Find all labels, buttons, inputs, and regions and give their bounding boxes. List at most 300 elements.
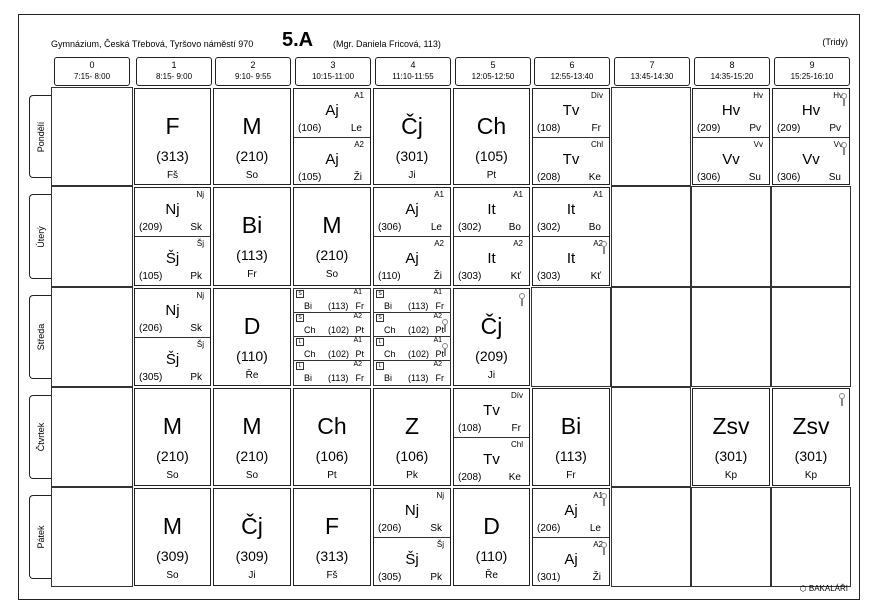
teacher: Bo bbox=[508, 222, 521, 233]
room: (102) bbox=[328, 349, 350, 359]
room: (113) bbox=[408, 373, 429, 383]
week-letter: L bbox=[296, 362, 304, 370]
teacher: Ke bbox=[508, 472, 521, 483]
subject: Ch bbox=[317, 413, 347, 439]
teacher: Fr bbox=[566, 470, 576, 481]
group-label: A2 bbox=[513, 239, 523, 248]
lesson-cell[interactable] bbox=[213, 488, 291, 586]
period-time: 14:35-15:20 bbox=[710, 72, 754, 81]
lesson-cell[interactable] bbox=[453, 88, 530, 185]
room: (102) bbox=[408, 349, 430, 359]
teacher: Kť bbox=[510, 271, 521, 282]
split-lesson[interactable] bbox=[294, 289, 370, 313]
teacher: So bbox=[166, 470, 179, 481]
key-icon bbox=[519, 293, 525, 306]
lesson-cell[interactable] bbox=[532, 388, 610, 486]
group-label: Šj bbox=[196, 239, 204, 248]
subject: Bi bbox=[304, 373, 313, 383]
group-label: A1 bbox=[434, 190, 444, 199]
teacher: Pk bbox=[406, 470, 418, 481]
subject: Čj bbox=[480, 313, 503, 339]
room: (106) bbox=[315, 448, 349, 464]
teacher: Pt bbox=[355, 349, 364, 359]
lesson-cell[interactable] bbox=[213, 388, 291, 486]
empty-slot bbox=[771, 287, 851, 387]
teacher: Fš bbox=[166, 170, 179, 181]
empty-slot bbox=[531, 287, 611, 387]
teacher: Fr bbox=[511, 423, 521, 434]
group-lesson[interactable] bbox=[533, 188, 609, 237]
teacher: Le bbox=[589, 523, 601, 534]
teacher: So bbox=[166, 570, 179, 581]
teacher: Kp bbox=[804, 470, 818, 481]
teacher: Ži bbox=[353, 172, 362, 183]
teacher: So bbox=[245, 170, 259, 181]
group-label: A1 bbox=[513, 190, 523, 199]
subject: Hv bbox=[721, 102, 741, 119]
room: (113) bbox=[236, 247, 268, 263]
group-label: Vv bbox=[753, 140, 763, 149]
lesson-cell[interactable] bbox=[134, 187, 211, 286]
subject: Bi bbox=[241, 212, 263, 238]
room: (108) bbox=[537, 123, 561, 134]
teacher: Fr bbox=[435, 373, 444, 383]
room: (301) bbox=[537, 572, 561, 583]
group-lesson[interactable] bbox=[374, 538, 450, 585]
group-label: A2 bbox=[593, 239, 603, 248]
room: (301) bbox=[395, 148, 429, 164]
room: (113) bbox=[328, 373, 349, 383]
split-lesson[interactable] bbox=[374, 289, 450, 313]
period-time: 12:05-12:50 bbox=[471, 72, 515, 81]
logo-text: BAKALÁŘI bbox=[808, 584, 848, 593]
lesson-cell[interactable] bbox=[453, 388, 530, 486]
room: (110) bbox=[475, 548, 508, 564]
subject: F bbox=[324, 513, 340, 539]
teacher: Fr bbox=[435, 301, 444, 311]
period-number: 9 bbox=[809, 60, 815, 70]
group-lesson[interactable] bbox=[454, 188, 529, 237]
lesson-cell[interactable] bbox=[373, 88, 451, 185]
subject: Bi bbox=[384, 373, 393, 383]
empty-slot bbox=[51, 387, 133, 487]
day-tab-4 bbox=[29, 495, 51, 579]
subject: Čj bbox=[401, 113, 423, 139]
teacher: Pk bbox=[190, 372, 202, 383]
period-time: 10:15-11:00 bbox=[311, 72, 355, 81]
period-header-9 bbox=[774, 57, 850, 86]
subject: Aj bbox=[325, 151, 339, 168]
group-label: Chl bbox=[590, 140, 603, 149]
teacher: So bbox=[325, 269, 339, 280]
lesson-cell[interactable] bbox=[293, 288, 371, 386]
subject: M bbox=[322, 212, 342, 238]
teacher: Su bbox=[748, 172, 761, 183]
group-lesson[interactable] bbox=[294, 89, 370, 138]
group-label: Hv bbox=[753, 91, 763, 100]
week-letter: S bbox=[296, 314, 304, 322]
room: (303) bbox=[537, 271, 561, 282]
group-label: A1 bbox=[353, 337, 362, 344]
lesson-cell[interactable] bbox=[134, 388, 211, 486]
teacher: Ře bbox=[485, 570, 498, 581]
key-icon bbox=[442, 343, 448, 356]
period-header-8 bbox=[694, 57, 770, 86]
period-number: 6 bbox=[569, 60, 575, 70]
split-lesson[interactable] bbox=[294, 313, 370, 337]
lesson-cell[interactable] bbox=[453, 187, 530, 286]
subject: Ch bbox=[304, 325, 316, 335]
subject: Tv bbox=[483, 402, 500, 419]
day-label: Pátek bbox=[35, 525, 46, 549]
class-title: 5.A bbox=[282, 29, 314, 51]
school-name: Gymnázium, Česká Třebová, Tyršovo náměstí 970 bbox=[51, 39, 254, 49]
group-label: Šj bbox=[196, 340, 204, 349]
teacher: Sk bbox=[190, 222, 202, 233]
room: (305) bbox=[378, 572, 402, 583]
subject: Ch bbox=[384, 325, 396, 335]
key-icon bbox=[442, 319, 448, 332]
room: (313) bbox=[315, 548, 349, 564]
subject: Bi bbox=[304, 301, 313, 311]
lesson-cell[interactable] bbox=[373, 388, 451, 486]
group-label: Dív bbox=[591, 91, 603, 100]
subject: D bbox=[483, 513, 500, 539]
group-lesson[interactable] bbox=[533, 89, 609, 138]
room: (102) bbox=[328, 325, 350, 335]
room: (210) bbox=[156, 448, 189, 464]
empty-slot bbox=[611, 87, 691, 186]
group-lesson[interactable] bbox=[135, 237, 210, 285]
room: (208) bbox=[537, 172, 561, 183]
empty-slot bbox=[51, 87, 133, 186]
group-label: Vv bbox=[833, 140, 843, 149]
teacher: Pt bbox=[355, 325, 364, 335]
room: (302) bbox=[458, 222, 482, 233]
lesson-cell[interactable] bbox=[532, 88, 610, 185]
key-icon bbox=[601, 241, 607, 254]
group-lesson[interactable] bbox=[773, 138, 849, 184]
teacher: Ži bbox=[592, 572, 601, 583]
lesson-cell[interactable] bbox=[373, 488, 451, 586]
subject: M bbox=[242, 113, 262, 139]
period-number: 2 bbox=[250, 60, 256, 70]
subject: Aj bbox=[325, 102, 339, 119]
lesson-cell[interactable] bbox=[293, 187, 371, 286]
day-tab-1 bbox=[29, 194, 51, 279]
group-lesson[interactable] bbox=[135, 289, 210, 338]
class-teacher: (Mgr. Daniela Fricová, 113) bbox=[333, 39, 441, 49]
teacher: Su bbox=[828, 172, 841, 183]
subject: Tv bbox=[483, 451, 500, 468]
teacher: Ži bbox=[433, 271, 442, 282]
lesson-cell[interactable] bbox=[532, 187, 610, 286]
lesson-cell[interactable] bbox=[293, 88, 371, 185]
room: (301) bbox=[794, 448, 828, 464]
group-lesson[interactable] bbox=[454, 438, 529, 485]
group-lesson[interactable] bbox=[374, 237, 450, 285]
room: (105) bbox=[139, 271, 163, 282]
room: (206) bbox=[537, 523, 561, 534]
group-label: Nj bbox=[196, 190, 204, 199]
subject: It bbox=[487, 250, 496, 267]
subject: M bbox=[162, 413, 183, 439]
group-lesson[interactable] bbox=[294, 138, 370, 184]
week-letter: L bbox=[376, 338, 384, 346]
empty-slot bbox=[691, 487, 771, 587]
subject: It bbox=[566, 201, 576, 218]
group-label: Nj bbox=[196, 291, 204, 300]
period-number: 0 bbox=[89, 60, 95, 70]
lesson-cell[interactable] bbox=[293, 388, 371, 486]
room: (113) bbox=[555, 448, 587, 464]
period-number: 8 bbox=[729, 60, 735, 70]
empty-slot bbox=[691, 186, 771, 287]
period-time: 7:15- 8:00 bbox=[73, 72, 111, 81]
period-header-5 bbox=[455, 57, 531, 86]
group-label: Dív bbox=[511, 391, 523, 400]
period-header-4 bbox=[375, 57, 451, 86]
room: (208) bbox=[458, 472, 482, 483]
subject: Bi bbox=[384, 301, 393, 311]
subject: It bbox=[487, 201, 496, 218]
period-time: 11:10-11:55 bbox=[392, 72, 434, 81]
subject: Tv bbox=[562, 151, 580, 168]
subject: Zsv bbox=[712, 413, 750, 439]
teacher: Sk bbox=[430, 523, 442, 534]
room: (209) bbox=[777, 123, 801, 134]
period-number: 1 bbox=[171, 60, 177, 70]
split-lesson[interactable] bbox=[294, 337, 370, 361]
group-lesson[interactable] bbox=[533, 237, 609, 285]
group-label: Chl bbox=[510, 440, 523, 449]
subject: F bbox=[165, 113, 180, 139]
period-time: 12:55-13:40 bbox=[550, 72, 594, 81]
lesson-cell[interactable] bbox=[532, 488, 610, 586]
week-letter: L bbox=[376, 362, 384, 370]
lesson-cell[interactable] bbox=[213, 88, 291, 185]
empty-slot bbox=[611, 186, 691, 287]
group-label: Hv bbox=[833, 91, 843, 100]
empty-slot bbox=[611, 287, 691, 387]
split-lesson[interactable] bbox=[374, 313, 450, 337]
lesson-cell[interactable] bbox=[692, 388, 770, 486]
group-lesson[interactable] bbox=[773, 89, 849, 138]
group-label: A1 bbox=[593, 491, 603, 500]
group-lesson[interactable] bbox=[374, 489, 450, 538]
split-lesson[interactable] bbox=[294, 361, 370, 385]
key-icon bbox=[839, 393, 845, 406]
subject: Zsv bbox=[792, 413, 830, 439]
room: (305) bbox=[139, 372, 163, 383]
lesson-cell[interactable] bbox=[213, 187, 291, 286]
room: (306) bbox=[378, 222, 402, 233]
room: (309) bbox=[235, 548, 269, 564]
group-lesson[interactable] bbox=[135, 338, 210, 385]
period-time: 9:10- 9:55 bbox=[234, 72, 272, 81]
period-header-0 bbox=[54, 57, 130, 86]
week-letter: S bbox=[296, 290, 304, 298]
period-header-6 bbox=[534, 57, 610, 86]
key-icon bbox=[601, 493, 607, 506]
empty-slot bbox=[771, 487, 851, 587]
group-label: A1 bbox=[354, 91, 364, 100]
room: (302) bbox=[537, 222, 561, 233]
group-label: A2 bbox=[593, 540, 603, 549]
room: (313) bbox=[156, 148, 189, 164]
key-icon bbox=[601, 542, 607, 555]
key-icon bbox=[841, 93, 847, 106]
teacher: Ře bbox=[245, 370, 259, 381]
key-icon bbox=[841, 142, 847, 155]
teacher: Pt bbox=[435, 325, 444, 335]
subject: Nj bbox=[165, 201, 180, 218]
subject: Aj bbox=[564, 551, 578, 568]
group-lesson[interactable] bbox=[454, 389, 529, 438]
lesson-cell[interactable] bbox=[772, 88, 850, 185]
split-lesson[interactable] bbox=[374, 361, 450, 385]
group-lesson[interactable] bbox=[693, 89, 769, 138]
view-type-label: (Tridy) bbox=[822, 37, 848, 47]
day-label: Čtvrtek bbox=[35, 422, 46, 452]
period-number: 5 bbox=[490, 60, 496, 70]
subject: Nj bbox=[165, 302, 180, 319]
lesson-cell[interactable] bbox=[772, 388, 850, 486]
period-header-3 bbox=[295, 57, 371, 86]
room: (210) bbox=[235, 148, 269, 164]
room: (210) bbox=[315, 247, 349, 263]
room: (209) bbox=[697, 123, 721, 134]
subject: Ch bbox=[476, 113, 507, 139]
teacher: Kp bbox=[724, 470, 738, 481]
room: (309) bbox=[156, 548, 189, 564]
group-label: A2 bbox=[353, 361, 362, 368]
period-number: 4 bbox=[410, 60, 416, 70]
week-letter: S bbox=[376, 290, 384, 298]
subject: Vv bbox=[802, 151, 820, 168]
subject: Čj bbox=[241, 513, 263, 539]
empty-slot bbox=[691, 287, 771, 387]
subject: Tv bbox=[562, 102, 580, 119]
subject: Aj bbox=[405, 201, 419, 218]
group-lesson[interactable] bbox=[533, 138, 609, 184]
room: (303) bbox=[458, 271, 482, 282]
room: (108) bbox=[458, 423, 482, 434]
room: (301) bbox=[714, 448, 748, 464]
group-lesson[interactable] bbox=[693, 138, 769, 184]
subject: Šj bbox=[405, 551, 419, 568]
room: (210) bbox=[235, 448, 269, 464]
teacher: Fr bbox=[247, 269, 257, 280]
teacher: Pv bbox=[749, 123, 761, 134]
lesson-cell[interactable] bbox=[373, 288, 451, 386]
subject: Aj bbox=[564, 502, 578, 519]
subject: Hv bbox=[801, 102, 821, 119]
teacher: Pk bbox=[190, 271, 202, 282]
lesson-cell[interactable] bbox=[134, 288, 211, 386]
lesson-cell[interactable] bbox=[692, 88, 770, 185]
room: (113) bbox=[408, 301, 429, 311]
teacher: Pt bbox=[486, 170, 497, 181]
group-label: A2 bbox=[433, 361, 442, 368]
lesson-cell[interactable] bbox=[453, 488, 530, 586]
group-lesson[interactable] bbox=[454, 237, 529, 285]
group-label: A2 bbox=[434, 239, 444, 248]
room: (306) bbox=[777, 172, 801, 183]
empty-slot bbox=[771, 186, 851, 287]
empty-slot bbox=[611, 387, 691, 487]
subject: Aj bbox=[405, 250, 419, 267]
week-letter: S bbox=[376, 314, 384, 322]
subject: Nj bbox=[404, 502, 420, 519]
group-lesson[interactable] bbox=[533, 489, 609, 538]
period-number: 7 bbox=[649, 60, 655, 70]
period-time: 13:45-14:30 bbox=[630, 72, 674, 81]
subject: It bbox=[566, 250, 576, 267]
room: (106) bbox=[395, 448, 429, 464]
room: (105) bbox=[475, 148, 508, 164]
teacher: Ji bbox=[487, 370, 496, 381]
subject: Šj bbox=[165, 250, 180, 267]
lesson-cell[interactable] bbox=[134, 488, 211, 586]
room: (209) bbox=[475, 348, 508, 364]
teacher: So bbox=[245, 470, 259, 481]
subject: Ch bbox=[304, 349, 316, 359]
teacher: Fr bbox=[355, 373, 364, 383]
subject: Ch bbox=[384, 349, 396, 359]
group-lesson[interactable] bbox=[533, 538, 609, 585]
lesson-cell[interactable] bbox=[293, 488, 371, 586]
group-label: A1 bbox=[353, 289, 362, 296]
split-lesson[interactable] bbox=[374, 337, 450, 361]
room: (105) bbox=[298, 172, 322, 183]
empty-slot bbox=[51, 487, 133, 587]
room: (110) bbox=[236, 348, 268, 364]
teacher: Sk bbox=[190, 323, 202, 334]
empty-slot bbox=[51, 186, 133, 287]
teacher: Pt bbox=[435, 349, 444, 359]
teacher: Pv bbox=[829, 123, 841, 134]
empty-slot bbox=[611, 487, 691, 587]
day-tab-3 bbox=[29, 395, 51, 479]
lesson-cell[interactable] bbox=[453, 288, 530, 386]
group-label: A1 bbox=[433, 289, 442, 296]
subject: Vv bbox=[722, 151, 740, 168]
day-tab-2 bbox=[29, 295, 51, 379]
group-label: Šj bbox=[436, 540, 444, 549]
teacher: Fš bbox=[326, 570, 338, 581]
lesson-cell[interactable] bbox=[134, 88, 211, 185]
teacher: Ji bbox=[408, 170, 416, 181]
teacher: Le bbox=[430, 222, 442, 233]
period-header-1 bbox=[136, 57, 212, 86]
week-letter: L bbox=[296, 338, 304, 346]
room: (306) bbox=[697, 172, 721, 183]
day-tab-0 bbox=[29, 95, 51, 178]
subject: Šj bbox=[165, 351, 180, 368]
lesson-cell[interactable] bbox=[373, 187, 451, 286]
group-label: A2 bbox=[353, 313, 362, 320]
room: (113) bbox=[328, 301, 349, 311]
period-header-7 bbox=[614, 57, 690, 86]
group-lesson[interactable] bbox=[135, 188, 210, 237]
day-label: Úterý bbox=[35, 225, 46, 248]
teacher: Bo bbox=[588, 222, 601, 233]
teacher: Fr bbox=[591, 123, 601, 134]
lesson-cell[interactable] bbox=[213, 288, 291, 386]
group-lesson[interactable] bbox=[374, 188, 450, 237]
room: (106) bbox=[298, 123, 322, 134]
